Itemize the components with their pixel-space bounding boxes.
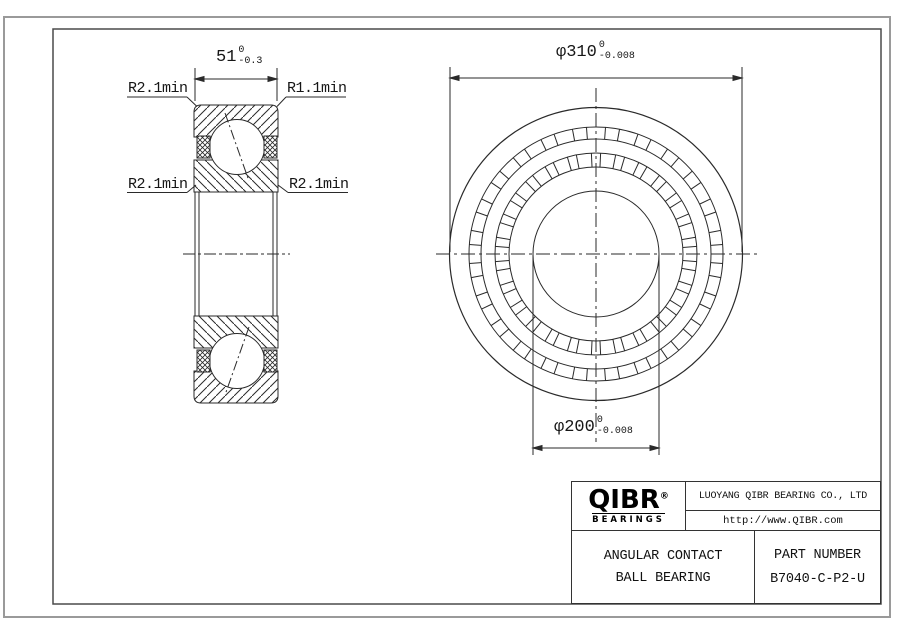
company-logo: QIBR® — [588, 484, 669, 515]
label-radius-top-right: R1.1min — [287, 80, 347, 97]
dim-outer-value: φ310 — [556, 43, 597, 62]
part-number-cell — [754, 531, 880, 603]
dim-bore-tolerance: 0 -0.008 — [596, 415, 633, 437]
title-block-detail-row — [572, 531, 880, 603]
title-block-header-row — [572, 482, 880, 531]
dim-outer-text — [556, 40, 635, 62]
label-radius-mid-right: R2.1min — [289, 175, 349, 193]
section-view — [183, 105, 290, 403]
dim-width-value: 51 — [216, 48, 237, 67]
part-number-label: PART NUMBER — [774, 547, 861, 563]
logo-cell — [572, 482, 686, 530]
logo-subtitle: BEARINGS — [592, 515, 665, 526]
product-line2: BALL BEARING — [615, 570, 711, 586]
label-radius-top-left: R2.1min — [128, 80, 188, 97]
label-radius-mid-left: R2.1min — [128, 175, 188, 193]
part-number-value: B7040-C-P2-U — [770, 571, 865, 587]
title-block — [571, 481, 881, 604]
dim-bore-text — [554, 415, 633, 437]
registered-mark: ® — [659, 491, 669, 502]
product-line1: ANGULAR CONTACT — [603, 548, 723, 564]
dim-width-text — [216, 45, 263, 67]
dim-bore-value: φ200 — [554, 418, 595, 437]
company-website: http://www.QIBR.com — [723, 514, 843, 527]
company-name: LUOYANG QIBR BEARING CO., LTD — [686, 482, 880, 511]
product-description-cell — [572, 531, 754, 603]
company-cell — [686, 482, 880, 530]
dim-outer-tolerance: 0 -0.008 — [598, 40, 635, 62]
dim-width-tolerance: 0 -0.3 — [238, 45, 263, 67]
front-view — [436, 88, 760, 442]
